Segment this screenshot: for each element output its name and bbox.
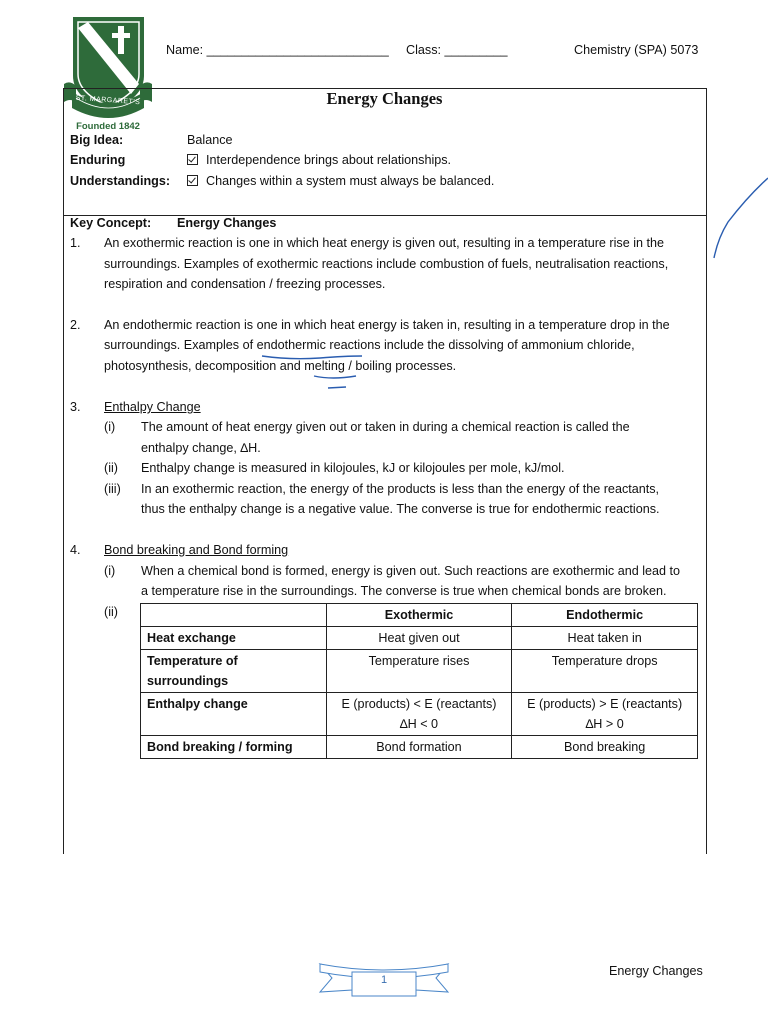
row-label: Heat exchange — [141, 627, 327, 650]
big-idea-label: Big Idea: — [70, 133, 124, 147]
logo-banner-text: ST. MARGARET'S — [75, 94, 141, 107]
sub-item-line: thus the enthalpy change is a negative value. The converse is true for endothermic reactions. — [141, 502, 660, 516]
page-number: 1 — [380, 974, 388, 986]
table-cell: Heat taken in — [512, 627, 698, 650]
sub-number: (ii) — [104, 461, 118, 475]
sub-item-line: a temperature rise in the surroundings. The converse is true when chemical bonds are broken. — [141, 584, 667, 598]
understandings-label: Understandings: — [70, 174, 171, 188]
table-cell: Bond formation — [326, 736, 512, 759]
sub-number: (ii) — [104, 605, 118, 619]
sub-item-line: In an exothermic reaction, the energy of the products is less than the energy of the reactants, — [141, 482, 660, 496]
cell-line: ∆H > 0 — [585, 717, 624, 731]
enduring-label: Enduring — [70, 153, 126, 167]
sub-number: (iii) — [104, 482, 121, 496]
ink-dash — [328, 387, 346, 388]
sub-item-line: enthalpy change, ∆H. — [141, 441, 261, 455]
eu-item-text: Interdependence brings about relationships. — [206, 153, 452, 167]
key-concept-value: Energy Changes — [177, 216, 277, 230]
ink-underline-endothermic — [262, 356, 362, 359]
row-label-line: Temperature of — [147, 654, 238, 668]
enthalpy-change-heading: Enthalpy Change — [104, 400, 201, 414]
sub-number: (i) — [104, 564, 116, 578]
table-cell: Temperature rises — [326, 650, 512, 693]
point-1-line: surroundings. Examples of exothermic reactions include combustion of fuels, neutralisation reactions, — [104, 257, 669, 271]
sub-item-line: Enthalpy change is measured in kilojoules, kJ or kilojoules per mole, kJ/mol. — [141, 461, 565, 475]
course-code: Chemistry (SPA) 5073 — [574, 43, 699, 57]
sub-item-line: When a chemical bond is formed, energy is given out. Such reactions are exothermic and lead to — [141, 564, 681, 578]
point-number: 2. — [70, 318, 81, 332]
table-header-cell: Exothermic — [326, 604, 512, 627]
sub-number: (i) — [104, 420, 116, 434]
point-number: 1. — [70, 236, 81, 250]
footer-title: Energy Changes — [609, 964, 703, 978]
ink-underline-melting — [314, 376, 356, 378]
point-2-line: photosynthesis, decomposition and melting / boiling processes. — [104, 359, 457, 373]
class-field-label: Class: _________ — [406, 43, 508, 57]
point-number: 3. — [70, 400, 81, 414]
row-label: Enthalpy change — [141, 693, 327, 736]
cell-line: E (products) > E (reactants) — [527, 697, 683, 711]
point-number: 4. — [70, 543, 81, 557]
row-label: Bond breaking / forming — [141, 736, 327, 759]
point-2-line: An endothermic reaction is one in which heat energy is taken in, resulting in a temperature drop in the — [104, 318, 670, 332]
row-label-line: surroundings — [147, 674, 229, 688]
sub-item-line: The amount of heat energy given out or taken in during a chemical reaction is called the — [141, 420, 630, 434]
eu-item-text: Changes within a system must always be balanced. — [206, 174, 495, 188]
ink-stroke-margin — [714, 178, 768, 258]
cell-line: E (products) < E (reactants) — [341, 697, 497, 711]
key-concept-label: Key Concept: — [70, 216, 152, 230]
bond-heading: Bond breaking and Bond forming — [104, 543, 289, 557]
point-1-line: An exothermic reaction is one in which heat energy is given out, resulting in a temperature rise in the — [104, 236, 665, 250]
table-cell: Bond breaking — [512, 736, 698, 759]
point-1-line: respiration and condensation / freezing processes. — [104, 277, 386, 291]
table-header-cell: Endothermic — [512, 604, 698, 627]
table-cell: Temperature drops — [512, 650, 698, 693]
cell-line: ∆H < 0 — [399, 717, 439, 731]
big-idea-value: Balance — [187, 133, 233, 147]
page-title: Energy Changes — [326, 89, 443, 108]
founded-text: Founded 1842 — [76, 121, 140, 132]
point-2-line: surroundings. Examples of endothermic reactions include the dissolving of ammonium chloride, — [104, 338, 635, 352]
table-cell: Heat given out — [326, 627, 512, 650]
name-field-label: Name: __________________________ — [166, 43, 389, 57]
